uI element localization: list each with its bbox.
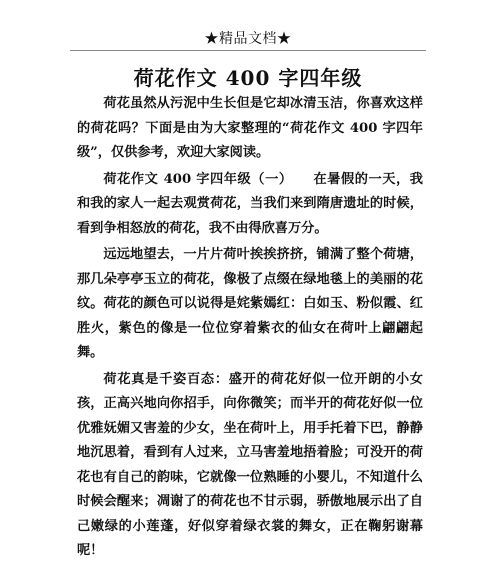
paragraph-essay-start: 荷花作文 400 字四年级（一） 在暑假的一天，我和我的家人一起去观赏荷花，当我们来到隋唐遗址的时候，看到争相怒放的荷花，我不由得欣喜万分。 [77, 171, 423, 236]
header-divider [70, 50, 426, 51]
body-text [77, 92, 423, 561]
paragraph-pond-view: 远远地望去，一片片荷叶挨挨挤挤，铺满了整个荷塘，那几朵亭亭玉立的荷花，像极了点缀在绿地毯上的美丽的花纹。荷花的颜色可以说得是姹紫嫣红：白如玉、粉似霞、红胜火，紫色的像是一位位穿着紫衣的仙女在荷叶上翩翩起舞。 [77, 247, 423, 360]
document-title: 荷花作文 400 字四年级 [133, 66, 363, 90]
paragraph-intro: 荷花虽然从污泥中生长但是它却冰清玉洁，你喜欢这样的荷花吗？下面是由为大家整理的“荷花作文 400 字四年级”，仅供参考，欢迎大家阅读。 [77, 96, 423, 160]
header-label: ★精品文档★ [204, 31, 292, 47]
paragraph-lotus-postures: 荷花真是千姿百态：盛开的荷花好似一位开朗的小女孩，正高兴地向你招手，向你微笑；而半开的荷花好似一位优雅妩媚又害羞的少女，坐在荷叶上，用手托着下巴，静静地沉思着，看到有人过来，立马害羞地捂着脸；可没开的荷花也有自己的韵味，它就像一位熟睡的小婴儿，不知道什么时候会醒来；凋谢了的荷花也不甘示弱，骄傲地展示出了自己嫩绿的小莲蓬，好似穿着绿衣裳的舞女，正在鞠躬谢幕呢！ [77, 371, 423, 558]
